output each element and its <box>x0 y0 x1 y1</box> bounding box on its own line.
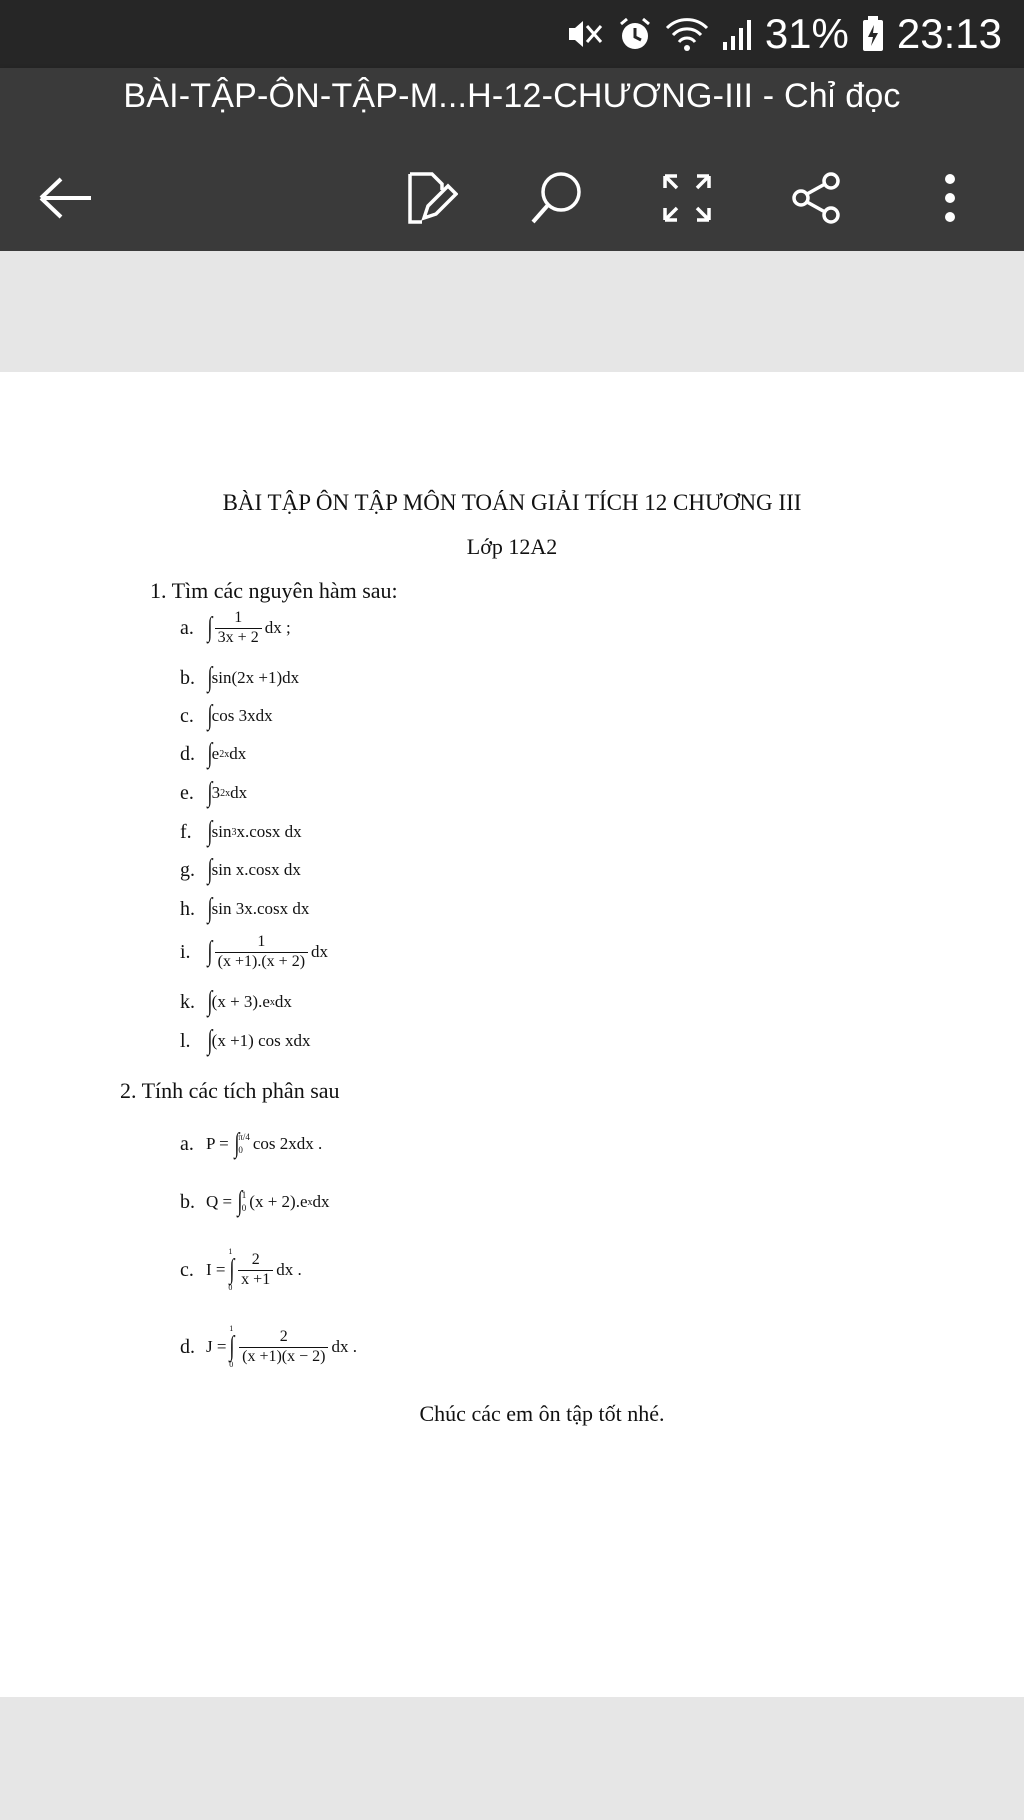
formula <box>206 610 291 647</box>
integral-sign: ∫ <box>207 986 213 1017</box>
formula <box>206 1325 357 1369</box>
formula-tail: dx . <box>276 1260 302 1279</box>
item-label: g. <box>180 858 195 881</box>
item-label: c. <box>180 1258 194 1281</box>
item-label: k. <box>180 990 195 1013</box>
denominator: x +1 <box>238 1270 273 1289</box>
denominator: 3x + 2 <box>215 628 262 647</box>
integral-sign: ∫ <box>234 1128 240 1159</box>
item-label: a. <box>180 616 194 639</box>
list-item <box>180 702 273 730</box>
integral-sign: ∫ <box>228 1254 234 1285</box>
integral-sign: ∫ <box>237 1186 243 1217</box>
upper-limit: 1 <box>228 1247 233 1256</box>
item-label: f. <box>180 820 192 843</box>
back-icon <box>35 173 95 223</box>
item-label: d. <box>180 1335 195 1358</box>
fraction <box>215 934 308 971</box>
lower-limit: 0 <box>229 1360 234 1369</box>
share-button[interactable] <box>777 158 857 238</box>
formula-tail: dx <box>312 1192 330 1211</box>
upper-limit: π/4 <box>238 1132 250 1143</box>
numerator: 1 <box>234 609 243 626</box>
battery-icon <box>861 15 885 53</box>
signal-icon <box>721 16 755 52</box>
wifi-icon <box>665 16 709 52</box>
formula-rest: dx <box>274 992 292 1011</box>
formula-text: sin(2x +1)dx <box>211 668 300 687</box>
formula <box>206 1248 302 1292</box>
search-icon <box>529 170 585 226</box>
item-label: i. <box>180 940 191 963</box>
app-header <box>0 68 1024 251</box>
integral-sign: ∫ <box>207 738 213 769</box>
list-item <box>180 988 292 1016</box>
formula-rest: dx <box>229 744 247 763</box>
list-item <box>180 934 328 971</box>
formula <box>206 779 247 807</box>
formula <box>206 1130 322 1158</box>
back-button[interactable] <box>25 158 105 238</box>
page-gap-top <box>0 251 1024 372</box>
clock-time: 23:13 <box>896 10 1002 57</box>
formula-base: 3 <box>211 783 221 802</box>
formula-tail: dx ; <box>264 618 291 638</box>
formula <box>206 1188 330 1216</box>
mute-vibrate-icon <box>565 16 605 52</box>
search-button[interactable] <box>517 158 597 238</box>
item-label: e. <box>180 781 194 804</box>
integral-sign: ∫ <box>229 1331 235 1362</box>
edit-icon <box>402 170 458 226</box>
upper-limit: 1 <box>241 1190 247 1201</box>
list-item <box>180 1248 302 1292</box>
integral-sign: ∫ <box>207 777 213 808</box>
formula-exponent: 2x <box>220 787 231 799</box>
item-label: c. <box>180 704 194 727</box>
item-label: l. <box>180 1029 191 1052</box>
item-label: d. <box>180 742 195 765</box>
integral-sign: ∫ <box>207 893 213 924</box>
integral-limits <box>238 1131 250 1156</box>
more-options-button[interactable] <box>910 158 990 238</box>
list-item <box>180 1325 357 1369</box>
status-bar <box>0 0 1024 68</box>
document-page[interactable] <box>0 372 1024 1697</box>
lower-limit: 0 <box>228 1283 233 1292</box>
formula-text: sin 3x.cosx dx <box>211 899 310 918</box>
lower-limit: 0 <box>238 1145 243 1155</box>
list-item <box>180 895 309 923</box>
item-label: b. <box>180 1190 195 1213</box>
integral-sign: ∫ <box>207 700 213 731</box>
formula <box>206 934 328 971</box>
formula-rest: dx <box>230 783 248 802</box>
fraction <box>239 1329 328 1366</box>
integral-sign: ∫ <box>207 936 213 968</box>
item-label: b. <box>180 666 195 689</box>
more-icon <box>940 170 960 226</box>
formula-tail: dx . <box>331 1337 357 1356</box>
fullscreen-icon <box>659 170 715 226</box>
item-label: a. <box>180 1132 194 1155</box>
integral-with-limits <box>228 1325 234 1369</box>
formula-tail: dx <box>311 942 329 962</box>
formula <box>206 856 301 884</box>
document-title: BÀI-TẬP-ÔN-TẬP-M...H-12-CHƯƠNG-III - Chỉ đọc <box>123 77 901 115</box>
formula-lhs: I = <box>206 1260 226 1279</box>
list-item <box>180 1188 330 1216</box>
formula-text: (x +1) cos xdx <box>211 1031 311 1050</box>
formula-lhs: Q = <box>206 1192 233 1211</box>
integral-sign: ∫ <box>207 662 213 693</box>
list-item <box>180 779 247 807</box>
numerator: 1 <box>257 933 266 950</box>
list-item <box>180 740 246 768</box>
page-subheading: Lớp 12A2 <box>466 534 558 559</box>
formula-lhs: P = <box>206 1134 229 1153</box>
list-item <box>180 818 302 846</box>
list-item <box>180 856 301 884</box>
formula-body: (x + 2).e <box>249 1192 308 1211</box>
battery-percent: 31% <box>764 10 849 57</box>
fullscreen-button[interactable] <box>647 158 727 238</box>
formula-lhs: J = <box>206 1337 227 1356</box>
integral-sign: ∫ <box>207 1025 213 1056</box>
numerator: 2 <box>279 1327 288 1345</box>
integral-sign: ∫ <box>207 816 213 847</box>
formula <box>206 664 299 692</box>
numerator: 2 <box>251 1250 260 1268</box>
integral-with-limits <box>228 1248 234 1292</box>
page-heading: BÀI TẬP ÔN TẬP MÔN TOÁN GIẢI TÍCH 12 CHƯƠNG III <box>222 490 802 515</box>
lower-limit: 0 <box>241 1203 247 1213</box>
formula-body: cos 2xdx . <box>252 1134 323 1153</box>
section-1-heading: 1. Tìm các nguyên hàm sau: <box>150 578 398 603</box>
formula-base: (x + 3).e <box>211 992 270 1011</box>
integral-sign: ∫ <box>207 854 213 885</box>
formula <box>206 988 292 1016</box>
formula-text: sin x.cosx dx <box>211 860 301 879</box>
formula <box>206 895 309 923</box>
list-item <box>180 610 291 647</box>
formula-base: e <box>211 744 220 763</box>
formula-text: cos 3xdx <box>211 706 273 725</box>
section-2-heading: 2. Tính các tích phân sau <box>120 1078 340 1103</box>
formula <box>206 702 273 730</box>
denominator: (x +1).(x + 2) <box>215 952 308 971</box>
formula-exponent: x <box>307 1196 313 1208</box>
formula <box>206 818 302 846</box>
fraction <box>238 1252 273 1289</box>
list-item <box>180 664 299 692</box>
formula <box>206 1027 311 1055</box>
integral-sign: ∫ <box>207 612 213 644</box>
list-item <box>180 1027 311 1055</box>
item-label: h. <box>180 897 195 920</box>
page-gap-bottom <box>0 1697 1024 1820</box>
fraction <box>215 610 262 647</box>
formula-exponent: 2x <box>219 748 230 760</box>
denominator: (x +1)(x − 2) <box>239 1347 328 1366</box>
share-icon <box>789 170 845 226</box>
edit-button[interactable] <box>390 158 470 238</box>
formula <box>206 740 246 768</box>
formula-base: sin <box>211 822 232 841</box>
formula-rest: x.cosx dx <box>236 822 302 841</box>
formula-exponent: 3 <box>231 826 237 838</box>
formula-exponent: x <box>269 996 275 1008</box>
alarm-icon <box>617 16 653 52</box>
list-item <box>180 1130 322 1158</box>
closing-note: Chúc các em ôn tập tốt nhé. <box>419 1401 665 1426</box>
upper-limit: 1 <box>229 1324 234 1333</box>
